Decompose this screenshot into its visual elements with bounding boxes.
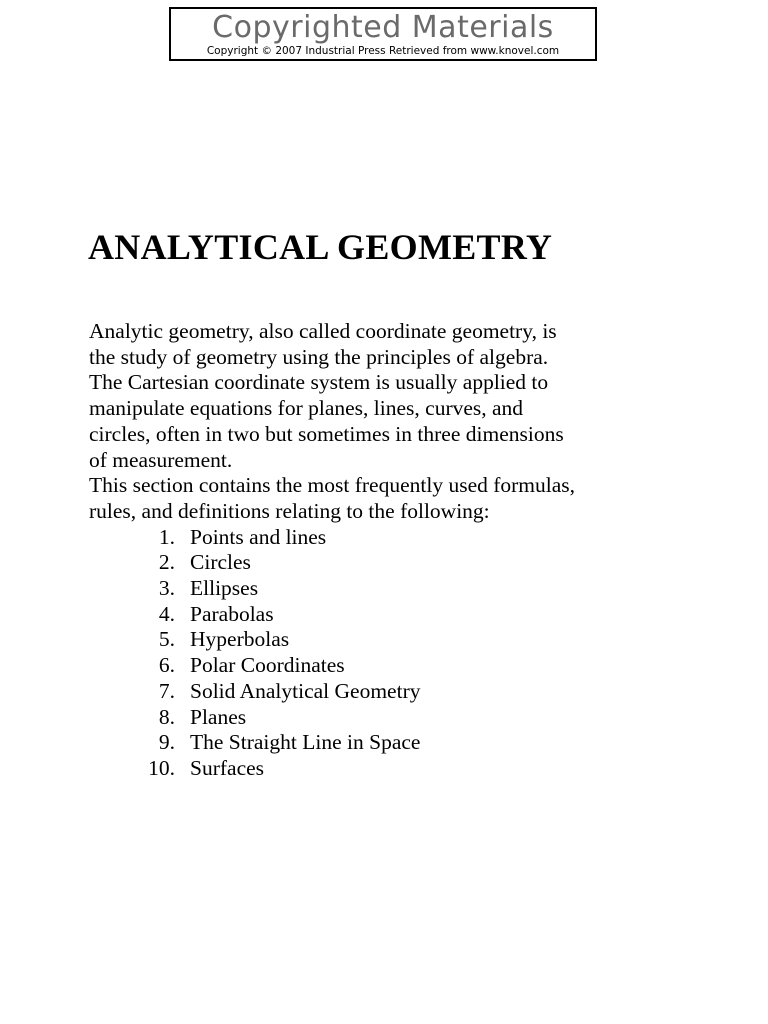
list-item-number: 6. — [158, 653, 175, 678]
list-item-label: Ellipses — [190, 576, 259, 601]
list-item-number: 8. — [158, 704, 175, 729]
list-item-number: 4. — [158, 601, 175, 626]
list-item-number: 3. — [158, 576, 175, 601]
list-item — [89, 756, 749, 782]
list-item-number: 7. — [158, 678, 175, 703]
list-item-label: Hyperbolas — [190, 627, 290, 652]
list-item-label: The Straight Line in Space — [190, 730, 421, 755]
intro-line: The Cartesian coordinate system is usually applied to — [89, 370, 549, 395]
list-item-label: Planes — [190, 704, 247, 729]
list-item-label: Parabolas — [190, 601, 274, 626]
list-item-number: 9. — [158, 730, 175, 755]
topic-list — [89, 525, 749, 782]
list-item — [89, 550, 749, 576]
intro-line: manipulate equations for planes, lines, curves, and — [89, 396, 524, 421]
list-item — [89, 602, 749, 628]
stamp-copyright-line: Copyright © 2007 Industrial Press Retrieved from www.knovel.com — [206, 45, 560, 57]
list-item — [89, 679, 749, 705]
list-item-number: 10. — [148, 755, 175, 780]
section-body — [89, 319, 749, 782]
list-item — [89, 576, 749, 602]
list-item-label: Surfaces — [190, 755, 265, 780]
list-item — [89, 705, 749, 731]
intro-line: Analytic geometry, also called coordinate geometry, is — [89, 319, 557, 343]
list-item-number: 5. — [158, 627, 175, 652]
intro-line: This section contains the most frequently used formulas, — [89, 473, 576, 498]
list-item-label: Solid Analytical Geometry — [190, 678, 421, 703]
intro-line: rules, and definitions relating to the following: — [89, 498, 490, 523]
list-item-number: 1. — [158, 524, 175, 549]
copyright-stamp — [169, 7, 597, 61]
list-item-label: Points and lines — [190, 524, 327, 549]
list-item — [89, 627, 749, 653]
list-item-number: 2. — [158, 550, 175, 575]
intro-line: the study of geometry using the principles of algebra. — [89, 344, 549, 369]
list-item-label: Circles — [190, 550, 251, 575]
stamp-title: Copyrighted Materials — [212, 10, 554, 45]
list-item — [89, 730, 749, 756]
intro-line: of measurement. — [89, 447, 233, 472]
list-item-label: Polar Coordinates — [190, 653, 345, 678]
intro-line: circles, often in two but sometimes in three dimensions — [89, 421, 564, 446]
page-title: ANALYTICAL GEOMETRY — [88, 227, 553, 267]
list-item — [89, 525, 749, 551]
list-item — [89, 653, 749, 679]
